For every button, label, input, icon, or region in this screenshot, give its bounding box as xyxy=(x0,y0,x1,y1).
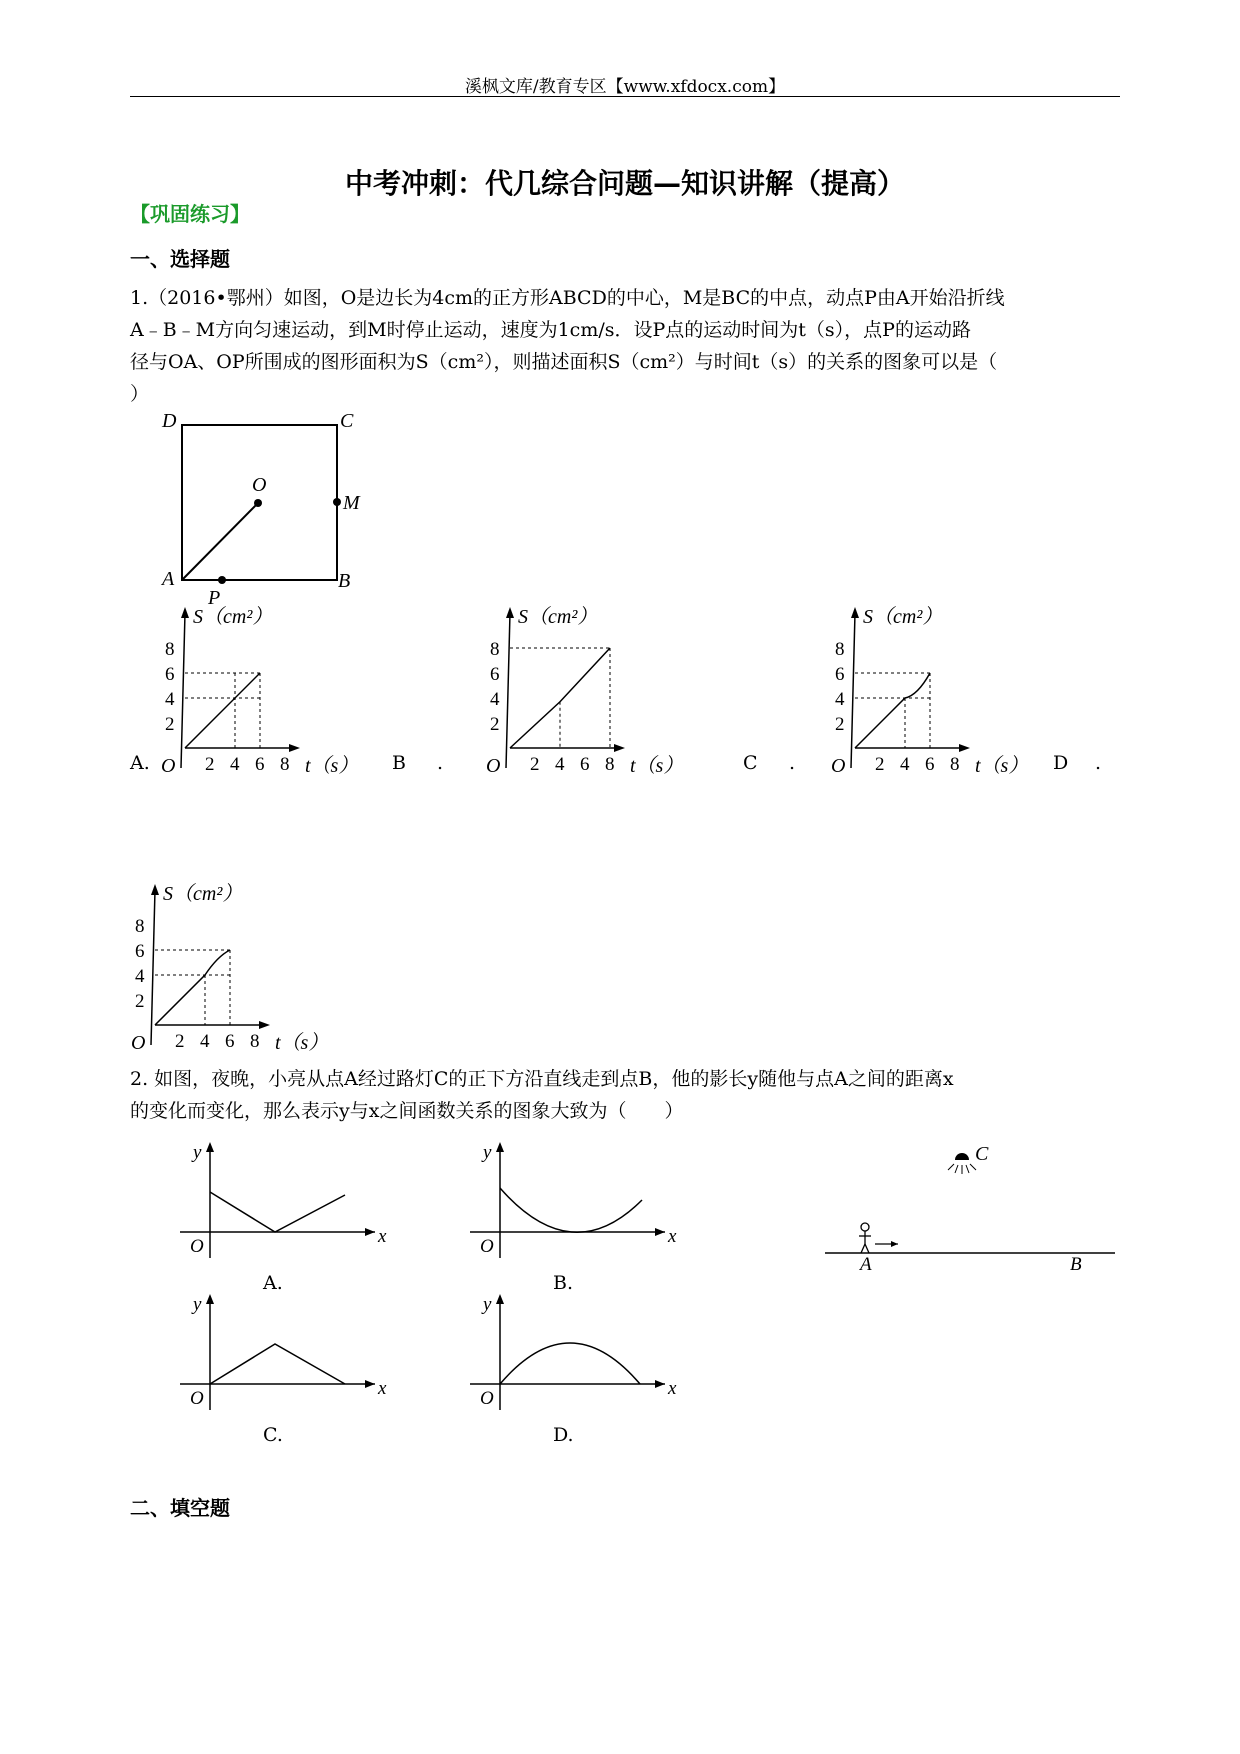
x-tick-label: 2 xyxy=(175,1031,185,1052)
series-line xyxy=(855,673,930,748)
y-tick-label: 4 xyxy=(490,689,500,710)
segment-ao xyxy=(182,503,258,580)
y-tick-label: 8 xyxy=(490,639,500,660)
question-1-line: A﹣B﹣M方向匀速运动，到M时停止运动，速度为1cm/s．设P点的运动时间为t（s），点P的运动路 xyxy=(130,319,971,341)
y-axis xyxy=(181,613,185,768)
svg-text:O: O xyxy=(190,1236,204,1257)
label-a: A xyxy=(162,568,175,590)
question-1-line: ） xyxy=(130,383,150,405)
y-tick-label: 2 xyxy=(490,714,500,735)
x-tick-label: 4 xyxy=(555,754,565,775)
x-tick-label: 6 xyxy=(225,1031,235,1052)
point-m xyxy=(333,498,341,506)
label-b: B xyxy=(338,570,351,592)
shadow-graph-c xyxy=(170,1292,400,1412)
y-axis-label: S（cm²） xyxy=(863,606,943,628)
x-axis-label: t（s） xyxy=(275,1032,329,1054)
svg-text:x: x xyxy=(668,1226,677,1247)
label-p: P xyxy=(208,587,221,609)
point-p xyxy=(218,576,226,584)
downward-parabola xyxy=(500,1343,640,1384)
y-axis-arrow xyxy=(181,607,189,618)
lamp-label: C xyxy=(975,1143,989,1165)
y-axis-label: S（cm²） xyxy=(163,883,243,905)
shadow-graph-d xyxy=(460,1292,690,1412)
y-axis xyxy=(851,613,855,768)
svg-text:x: x xyxy=(378,1226,387,1247)
practice-tag: 【巩固练习】 xyxy=(130,202,250,226)
option-a-label: A. xyxy=(130,752,150,774)
point-o xyxy=(254,499,262,507)
svg-text:y: y xyxy=(193,1142,202,1163)
question-1-line: 1.（2016•鄂州）如图，O是边长为4cm的正方形ABCD的中心，M是BC的中点，动点P由A开始沿折线 xyxy=(130,287,1005,309)
y-tick-label: 8 xyxy=(165,639,175,660)
y-axis-label: S（cm²） xyxy=(193,606,273,628)
page-header: 溪枫文库/教育专区【www.xfdocx.com】 xyxy=(464,77,786,97)
option-b-label-2: B. xyxy=(553,1272,574,1294)
x-tick-label: 4 xyxy=(230,754,240,775)
label-d: D xyxy=(162,410,177,432)
question-1-line: 径与OA、OP所围成的图形面积为S（cm²），则描述面积S（cm²）与时间t（s）的关系的图象可以是（ xyxy=(130,351,998,373)
x-tick-label: 8 xyxy=(950,754,960,775)
y-axis-label: S（cm²） xyxy=(518,606,598,628)
x-tick-label: 4 xyxy=(900,754,910,775)
option-b-dot: . xyxy=(437,752,444,774)
x-tick-label: 2 xyxy=(530,754,540,775)
v-shape-line xyxy=(210,1192,345,1232)
svg-text:x: x xyxy=(378,1378,387,1399)
svg-text:O: O xyxy=(480,1236,494,1257)
page-title: 中考冲刺：代几综合问题—知识讲解（提高） xyxy=(344,167,905,200)
graph-option-d xyxy=(125,882,329,1057)
x-tick-label: 8 xyxy=(605,754,615,775)
walk-arrow-icon xyxy=(875,1241,898,1247)
option-c-label: C xyxy=(743,752,758,774)
header-divider xyxy=(130,96,1120,97)
option-c-label-2: C. xyxy=(263,1424,283,1446)
svg-text:O: O xyxy=(480,1388,494,1409)
x-tick-label: 2 xyxy=(875,754,885,775)
y-tick-label: 8 xyxy=(135,916,145,937)
question-1 xyxy=(130,282,1120,410)
upward-parabola xyxy=(500,1188,642,1232)
shadow-graph-b xyxy=(460,1140,690,1260)
y-tick-label: 6 xyxy=(135,941,145,962)
x-axis-arrow xyxy=(259,1021,270,1029)
question-2 xyxy=(130,1063,1120,1127)
svg-text:y: y xyxy=(483,1294,492,1315)
question-2-line: 的变化而变化，那么表示y与x之间函数关系的图象大致为（ ） xyxy=(130,1100,684,1122)
svg-text:y: y xyxy=(483,1142,492,1163)
label-c: C xyxy=(340,410,354,432)
origin-label: O xyxy=(161,755,176,777)
peak-line xyxy=(210,1344,345,1384)
section-choice: 一、选择题 xyxy=(130,247,230,271)
graph-option-a xyxy=(155,605,359,780)
y-tick-label: 6 xyxy=(835,664,845,685)
shadow-graph-a xyxy=(170,1140,400,1260)
graph-option-b xyxy=(480,605,684,780)
x-axis-arrow xyxy=(289,744,300,752)
lamp-icon xyxy=(948,1153,976,1174)
x-tick-label: 2 xyxy=(205,754,215,775)
end-label: B xyxy=(1070,1254,1082,1275)
y-tick-label: 6 xyxy=(490,664,500,685)
y-axis-arrow xyxy=(851,607,859,618)
x-tick-label: 8 xyxy=(250,1031,260,1052)
y-tick-label: 2 xyxy=(165,714,175,735)
y-tick-label: 6 xyxy=(165,664,175,685)
start-label: A xyxy=(860,1254,872,1275)
section-fill-blank: 二、填空题 xyxy=(130,1496,230,1520)
origin-label: O xyxy=(131,1032,146,1054)
series-line xyxy=(155,950,230,1025)
series-line xyxy=(185,673,260,748)
y-tick-label: 4 xyxy=(135,966,145,987)
y-tick-label: 2 xyxy=(135,991,145,1012)
x-tick-label: 8 xyxy=(280,754,290,775)
origin-label: O xyxy=(486,755,501,777)
x-axis-label: t（s） xyxy=(975,755,1029,777)
option-d-label: D xyxy=(1053,752,1069,774)
x-axis-label: t（s） xyxy=(305,755,359,777)
y-axis-arrow xyxy=(506,607,514,618)
y-axis xyxy=(151,890,155,1045)
x-tick-label: 6 xyxy=(925,754,935,775)
svg-text:O: O xyxy=(190,1388,204,1409)
option-a-label-2: A. xyxy=(263,1272,283,1294)
x-tick-label: 4 xyxy=(200,1031,210,1052)
option-d-dot: . xyxy=(1095,752,1102,774)
option-c-dot: . xyxy=(789,752,796,774)
x-axis-arrow xyxy=(614,744,625,752)
question-2-line: 2. 如图，夜晚，小亮从点A经过路灯C的正下方沿直线走到点B，他的影长y随他与点A之间的距离x xyxy=(130,1068,954,1090)
y-tick-label: 2 xyxy=(835,714,845,735)
y-axis-arrow xyxy=(151,884,159,895)
person-icon xyxy=(859,1223,871,1253)
y-tick-label: 4 xyxy=(165,689,175,710)
svg-text:x: x xyxy=(668,1378,677,1399)
option-d-label-2: D. xyxy=(553,1424,574,1446)
graph-option-c xyxy=(825,605,1029,780)
y-tick-label: 8 xyxy=(835,639,845,660)
x-tick-label: 6 xyxy=(580,754,590,775)
label-m: M xyxy=(343,492,360,514)
svg-text:y: y xyxy=(193,1294,202,1315)
label-o: O xyxy=(252,474,267,496)
square-figure xyxy=(150,405,380,609)
y-axis xyxy=(506,613,510,768)
street-scene xyxy=(820,1140,1120,1280)
option-b-label: B xyxy=(392,752,406,774)
x-axis-arrow xyxy=(959,744,970,752)
x-tick-label: 6 xyxy=(255,754,265,775)
y-tick-label: 4 xyxy=(835,689,845,710)
origin-label: O xyxy=(831,755,846,777)
x-axis-label: t（s） xyxy=(630,755,684,777)
